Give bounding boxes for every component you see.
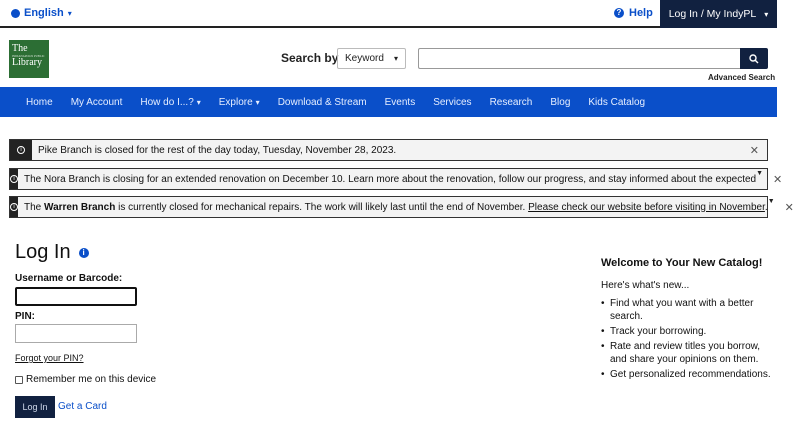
pin-input[interactable] [15,324,137,343]
alert-link[interactable]: Please check our website before visiting in November [528,201,765,213]
nav-label: Blog [550,96,571,108]
alert-banner [9,139,768,161]
library-logo[interactable] [9,40,49,78]
nav-label: My Account [70,96,123,108]
nav-item-kids-catalog[interactable] [579,97,654,108]
info-icon: i [10,140,32,160]
nav-item-home[interactable] [17,97,62,108]
expand-icon[interactable]: ▼ [756,169,764,177]
info-icon: i [10,169,18,189]
nav-item-blog[interactable] [541,97,579,108]
get-card-link[interactable]: Get a Card [58,401,107,412]
language-selector[interactable] [11,7,72,19]
advanced-search-link[interactable]: Advanced Search [708,73,776,82]
nav-item-download-stream[interactable] [269,97,376,108]
list-item: • Find what you want with a better search. [601,297,771,323]
search-type-value: Keyword [345,53,384,64]
chevron-down-icon: ▾ [196,97,201,107]
help-link[interactable] [614,7,653,19]
account-login-label: Log In / My IndyPL [668,8,757,20]
list-item: • Rate and review titles you borrow, and share your opinions on them. [601,340,771,366]
main-nav [0,87,777,117]
close-icon[interactable]: ✕ [784,201,794,214]
logo-text-small: INDIANAPOLIS PUBLIC [12,54,45,58]
search-by-label: Search by [281,51,339,65]
nav-label: Events [384,96,416,108]
utility-bar [0,0,777,28]
question-icon: ? [614,8,624,18]
alert-text: The Nora Branch is closing for an extended renovation on December 10. Learn more about the renovation, follow our progress, and stay informed about the expected [24,173,757,185]
chevron-down-icon: ▾ [67,8,72,18]
list-item: • Track your borrowing. [601,325,771,338]
nav-label: Explore [218,96,253,108]
chevron-down-icon: ▾ [764,9,769,19]
welcome-subtitle: Here's what's new... [601,280,690,291]
globe-icon [11,9,20,18]
search-button[interactable] [740,48,768,69]
remember-label: Remember me on this device [26,374,157,385]
chevron-down-icon: ▾ [255,97,260,107]
pin-label: PIN: [15,311,35,322]
nav-label: Home [26,96,53,108]
login-title: Log In [15,241,71,263]
remember-me [15,374,156,385]
search-icon [749,54,759,64]
nav-item-events[interactable] [376,97,425,108]
logo-text-library: Library [12,57,42,68]
nav-label: How do I...? [140,96,194,108]
alert-banner [9,168,783,190]
alert-branch-name: Warren Branch [44,201,116,213]
nav-label: Kids Catalog [588,96,646,108]
info-icon[interactable]: i [79,248,89,258]
alert-text: Pike Branch is closed for the rest of the day today, Tuesday, November 28, 2023. [38,144,397,156]
nav-item-research[interactable] [481,97,542,108]
alert-text-part: is currently closed for mechanical repairs. The work will likely last until the end of November. [115,201,529,213]
username-label: Username or Barcode: [15,273,123,284]
login-heading [15,241,89,264]
help-label: Help [629,7,653,19]
nav-item-my-account[interactable] [62,97,132,108]
list-item: • Get personalized recommendations. [601,368,771,381]
account-login-button[interactable] [660,0,777,28]
welcome-list [601,297,771,381]
nav-item-explore[interactable] [210,97,269,108]
login-button[interactable]: Log In [15,396,55,418]
welcome-panel [601,257,771,383]
alert-text-part: . [764,201,768,213]
nav-label: Download & Stream [277,96,367,108]
close-icon[interactable]: ✕ [749,144,759,157]
nav-label: Research [489,96,533,108]
alert-banner [9,196,794,218]
chevron-down-icon: ▾ [393,54,398,63]
alert-text [18,202,768,213]
remember-checkbox[interactable] [15,376,23,384]
nav-item-services[interactable] [424,97,480,108]
forgot-pin-link[interactable]: Forgot your PIN? [15,353,84,363]
expand-icon[interactable]: ▼ [767,197,775,205]
username-input[interactable] [15,287,137,306]
search-type-select[interactable] [337,48,406,69]
welcome-title: Welcome to Your New Catalog! [601,257,763,269]
info-icon: i [10,197,18,217]
search-input[interactable] [418,48,741,69]
language-label: English [24,7,64,19]
logo-text-the: The [12,43,28,54]
nav-label: Services [433,96,472,108]
alert-text-part: The [24,201,45,213]
close-icon[interactable]: ✕ [773,173,783,186]
nav-item-how-do-i[interactable] [131,97,209,108]
